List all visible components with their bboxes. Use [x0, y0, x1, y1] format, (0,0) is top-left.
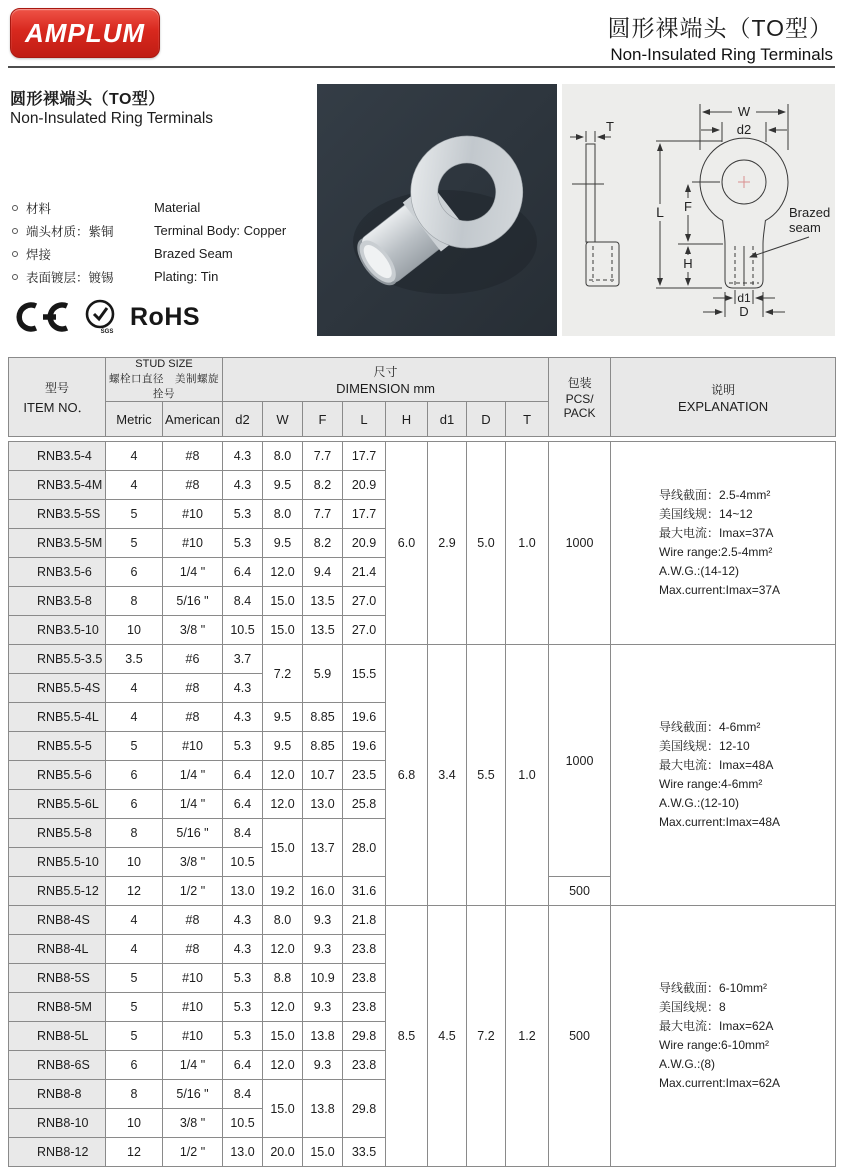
cell-d2: 5.3: [223, 1022, 263, 1051]
cell-t: 1.2: [506, 906, 549, 1167]
dim-label-w: W: [737, 104, 751, 119]
brand-logo-text: AMPLUM: [24, 17, 146, 48]
document-title: [607, 8, 833, 65]
cell-item: RNB8-10: [9, 1109, 106, 1138]
cell-l: 20.9: [343, 471, 386, 500]
cell-metric: 10: [106, 848, 163, 877]
cell-l: 27.0: [343, 587, 386, 616]
cell-metric: 5: [106, 1022, 163, 1051]
material-en: Plating: Tin: [154, 269, 219, 284]
col-header-explanation: 说明 EXPLANATION: [611, 358, 836, 437]
cell-w: 9.5: [263, 732, 303, 761]
cell-metric: 4: [106, 674, 163, 703]
cell-f: 7.7: [303, 442, 343, 471]
cell-metric: 4: [106, 906, 163, 935]
cell-metric: 4: [106, 703, 163, 732]
cell-l: 21.4: [343, 558, 386, 587]
table-row: [9, 645, 836, 674]
cell-american: 1/2 ": [163, 1138, 223, 1167]
cell-f: 9.3: [303, 993, 343, 1022]
product-info: [8, 84, 312, 336]
cell-d2: 10.5: [223, 1109, 263, 1138]
cell-f: 16.0: [303, 877, 343, 906]
cell-american: #10: [163, 500, 223, 529]
cell-w: 12.0: [263, 935, 303, 964]
cell-american: #6: [163, 645, 223, 674]
cell-metric: 6: [106, 761, 163, 790]
cell-metric: 5: [106, 993, 163, 1022]
cell-w: 15.0: [263, 1022, 303, 1051]
cell-american: #10: [163, 732, 223, 761]
cell-item: RNB8-5S: [9, 964, 106, 993]
cell-d: 5.5: [467, 645, 506, 906]
col-header-d2: d2: [223, 402, 263, 437]
cell-d2: 8.4: [223, 1080, 263, 1109]
material-item: [10, 196, 312, 219]
cell-d2: 5.3: [223, 732, 263, 761]
cell-t: 1.0: [506, 645, 549, 906]
cell-american: #8: [163, 703, 223, 732]
cell-metric: 8: [106, 819, 163, 848]
table-row: [9, 442, 836, 471]
cell-d2: 4.3: [223, 674, 263, 703]
cell-metric: 5: [106, 732, 163, 761]
cell-american: #10: [163, 1022, 223, 1051]
dim-label-l: L: [656, 204, 664, 220]
cell-f: 13.0: [303, 790, 343, 819]
cell-d2: 4.3: [223, 442, 263, 471]
col-header-d: D: [467, 402, 506, 437]
cell-item: RNB3.5-5M: [9, 529, 106, 558]
cell-metric: 12: [106, 877, 163, 906]
brand-logo: [10, 8, 160, 58]
document-title-cn: 圆形裸端头（TO型）: [607, 15, 833, 41]
cell-explanation: 导线截面：6-10mm² 美国线规：8 最大电流：Imax=62A Wire range:6-10mm² A.W.G.:(8) Max.current:Imax=62A: [611, 906, 836, 1167]
cell-w: 8.0: [263, 500, 303, 529]
cell-explanation: 导线截面：4-6mm² 美国线规：12-10 最大电流：Imax=48A Wire range:4-6mm² A.W.G.:(12-10) Max.current:Imax=48A: [611, 645, 836, 906]
cell-f: 9.3: [303, 935, 343, 964]
cell-item: RNB5.5-5: [9, 732, 106, 761]
cell-item: RNB5.5-4S: [9, 674, 106, 703]
sgs-mark-icon: [80, 298, 120, 336]
header-divider: [8, 66, 835, 68]
cell-w: 12.0: [263, 761, 303, 790]
cell-d2: 4.3: [223, 471, 263, 500]
cell-f: 5.9: [303, 645, 343, 703]
cell-metric: 4: [106, 442, 163, 471]
material-cn: 端头材质：紫铜: [26, 224, 114, 239]
cell-h: 8.5: [386, 906, 428, 1167]
cell-item: RNB5.5-6: [9, 761, 106, 790]
cell-metric: 5: [106, 500, 163, 529]
material-list: [10, 196, 312, 288]
cell-item: RNB5.5-12: [9, 877, 106, 906]
cell-item: RNB8-5M: [9, 993, 106, 1022]
cell-american: 5/16 ": [163, 819, 223, 848]
cell-d2: 6.4: [223, 1051, 263, 1080]
cell-american: 3/8 ": [163, 616, 223, 645]
cell-american: 1/4 ": [163, 1051, 223, 1080]
cell-american: #8: [163, 906, 223, 935]
cell-american: 3/8 ": [163, 1109, 223, 1138]
cell-d2: 10.5: [223, 848, 263, 877]
cell-w: 15.0: [263, 616, 303, 645]
cell-l: 19.6: [343, 732, 386, 761]
cell-l: 25.8: [343, 790, 386, 819]
cell-f: 13.8: [303, 1022, 343, 1051]
cell-item: RNB3.5-6: [9, 558, 106, 587]
product-title-en: Non-Insulated Ring Terminals: [10, 110, 214, 127]
cell-d1: 3.4: [428, 645, 467, 906]
cell-metric: 4: [106, 471, 163, 500]
cell-w: 20.0: [263, 1138, 303, 1167]
bullet-icon: [12, 228, 18, 234]
cell-l: 17.7: [343, 500, 386, 529]
cell-d2: 6.4: [223, 761, 263, 790]
product-title-cn: 圆形裸端头（TO型）: [10, 91, 165, 108]
cell-metric: 5: [106, 529, 163, 558]
dim-label-d: D: [739, 304, 749, 319]
cell-d2: 4.3: [223, 906, 263, 935]
bullet-icon: [12, 274, 18, 280]
col-header-t: T: [506, 402, 549, 437]
cell-w: 9.5: [263, 471, 303, 500]
cell-f: 7.7: [303, 500, 343, 529]
cell-american: 1/4 ": [163, 761, 223, 790]
cell-f: 10.9: [303, 964, 343, 993]
page-header: [0, 0, 843, 64]
cell-d2: 13.0: [223, 1138, 263, 1167]
cell-l: 23.8: [343, 935, 386, 964]
spec-table: [8, 357, 835, 1167]
cell-american: #8: [163, 674, 223, 703]
cell-pack: 1000: [549, 442, 611, 645]
cell-f: 13.7: [303, 819, 343, 877]
ce-mark-icon: [10, 301, 72, 333]
cell-item: RNB8-4L: [9, 935, 106, 964]
cell-item: RNB5.5-10: [9, 848, 106, 877]
dim-label-f: F: [684, 199, 692, 214]
cell-american: #10: [163, 993, 223, 1022]
material-en: Material: [154, 200, 201, 215]
cell-w: 8.0: [263, 906, 303, 935]
cell-f: 13.8: [303, 1080, 343, 1138]
cell-w: 15.0: [263, 1080, 303, 1138]
cell-l: 23.5: [343, 761, 386, 790]
cell-l: 28.0: [343, 819, 386, 877]
cell-d2: 4.3: [223, 703, 263, 732]
cell-l: 29.8: [343, 1022, 386, 1051]
cell-item: RNB8-5L: [9, 1022, 106, 1051]
cell-f: 8.85: [303, 732, 343, 761]
cell-d2: 5.3: [223, 529, 263, 558]
cell-metric: 5: [106, 964, 163, 993]
cell-american: 1/4 ": [163, 790, 223, 819]
cell-l: 23.8: [343, 1051, 386, 1080]
cell-pack: 500: [549, 877, 611, 906]
cell-american: #8: [163, 471, 223, 500]
cell-t: 1.0: [506, 442, 549, 645]
technical-diagram: [562, 84, 835, 336]
cell-l: 29.8: [343, 1080, 386, 1138]
col-header-h: H: [386, 402, 428, 437]
rohs-label: RoHS: [130, 302, 201, 331]
cell-metric: 10: [106, 1109, 163, 1138]
spec-table-body: [8, 441, 836, 1167]
certification-logos: [10, 298, 312, 336]
col-header-l: L: [343, 402, 386, 437]
cell-item: RNB3.5-5S: [9, 500, 106, 529]
dimension-diagram: [562, 84, 835, 336]
material-item: [10, 242, 312, 265]
cell-l: 20.9: [343, 529, 386, 558]
cell-w: 7.2: [263, 645, 303, 703]
col-header-dimension: 尺寸 DIMENSION mm: [223, 358, 549, 402]
cell-d2: 5.3: [223, 500, 263, 529]
cell-w: 8.0: [263, 442, 303, 471]
cell-d2: 8.4: [223, 587, 263, 616]
material-en: Brazed Seam: [154, 246, 233, 261]
cell-d2: 6.4: [223, 558, 263, 587]
cell-item: RNB8-12: [9, 1138, 106, 1167]
cell-explanation: 导线截面：2.5-4mm² 美国线规：14~12 最大电流：Imax=37A Wire range:2.5-4mm² A.W.G.:(14-12) Max.current:Imax=37A: [611, 442, 836, 645]
col-header-metric: Metric: [106, 402, 163, 437]
cell-d2: 6.4: [223, 790, 263, 819]
col-header-f: F: [303, 402, 343, 437]
cell-item: RNB3.5-8: [9, 587, 106, 616]
cell-item: RNB8-6S: [9, 1051, 106, 1080]
col-header-stud-size: STUD SIZE 螺栓口直径 美制螺旋拴号: [106, 358, 223, 402]
cell-l: 23.8: [343, 964, 386, 993]
cell-d: 5.0: [467, 442, 506, 645]
bullet-icon: [12, 251, 18, 257]
cell-l: 31.6: [343, 877, 386, 906]
material-cn: 材料: [26, 201, 52, 216]
cell-metric: 12: [106, 1138, 163, 1167]
cell-d2: 13.0: [223, 877, 263, 906]
cell-l: 15.5: [343, 645, 386, 703]
cell-american: 5/16 ": [163, 587, 223, 616]
col-header-item: 型号 ITEM NO．: [9, 358, 106, 437]
cell-american: #10: [163, 529, 223, 558]
dim-label-h: H: [683, 256, 693, 271]
cell-american: 1/4 ": [163, 558, 223, 587]
cell-metric: 8: [106, 587, 163, 616]
cell-american: #10: [163, 964, 223, 993]
cell-metric: 6: [106, 558, 163, 587]
cell-american: 5/16 ": [163, 1080, 223, 1109]
cell-d1: 2.9: [428, 442, 467, 645]
cell-d1: 4.5: [428, 906, 467, 1167]
cell-d2: 3.7: [223, 645, 263, 674]
cell-pack: 1000: [549, 645, 611, 877]
cell-f: 9.3: [303, 1051, 343, 1080]
svg-text:SGS: SGS: [100, 329, 114, 335]
cell-metric: 4: [106, 935, 163, 964]
cell-item: RNB5.5-4L: [9, 703, 106, 732]
col-header-pack: 包装 PCS/ PACK: [549, 358, 611, 437]
cell-f: 13.5: [303, 616, 343, 645]
cell-pack: 500: [549, 906, 611, 1167]
cell-item: RNB3.5-4M: [9, 471, 106, 500]
material-cn: 焊接: [26, 247, 52, 262]
col-header-d1: d1: [428, 402, 467, 437]
cell-metric: 8: [106, 1080, 163, 1109]
cell-d2: 5.3: [223, 993, 263, 1022]
cell-h: 6.8: [386, 645, 428, 906]
brazed-seam-label: seam: [789, 220, 821, 235]
cell-w: 9.5: [263, 529, 303, 558]
cell-metric: 10: [106, 616, 163, 645]
dim-label-d2: d2: [736, 122, 752, 137]
cell-f: 8.2: [303, 529, 343, 558]
cell-w: 9.5: [263, 703, 303, 732]
cell-d2: 10.5: [223, 616, 263, 645]
col-header-w: W: [263, 402, 303, 437]
cell-american: 1/2 ": [163, 877, 223, 906]
cell-american: #8: [163, 935, 223, 964]
spec-table-header: [8, 357, 836, 437]
cell-american: #8: [163, 442, 223, 471]
cell-item: RNB8-8: [9, 1080, 106, 1109]
cell-w: 12.0: [263, 790, 303, 819]
cell-f: 9.4: [303, 558, 343, 587]
cell-w: 19.2: [263, 877, 303, 906]
material-item: [10, 265, 312, 288]
material-item: [10, 219, 312, 242]
cell-f: 13.5: [303, 587, 343, 616]
cell-metric: 6: [106, 790, 163, 819]
cell-w: 8.8: [263, 964, 303, 993]
cell-d: 7.2: [467, 906, 506, 1167]
cell-w: 15.0: [263, 587, 303, 616]
cell-item: RNB5.5-3.5: [9, 645, 106, 674]
cell-w: 12.0: [263, 558, 303, 587]
col-header-american: American: [163, 402, 223, 437]
document-title-en: Non-Insulated Ring Terminals: [610, 45, 833, 64]
cell-item: RNB3.5-4: [9, 442, 106, 471]
cell-f: 8.85: [303, 703, 343, 732]
cell-metric: 3.5: [106, 645, 163, 674]
table-row: [9, 906, 836, 935]
bullet-icon: [12, 205, 18, 211]
cell-american: 3/8 ": [163, 848, 223, 877]
cell-item: RNB3.5-10: [9, 616, 106, 645]
cell-l: 21.8: [343, 906, 386, 935]
cell-item: RNB5.5-6L: [9, 790, 106, 819]
cell-l: 33.5: [343, 1138, 386, 1167]
cell-l: 19.6: [343, 703, 386, 732]
cell-metric: 6: [106, 1051, 163, 1080]
cell-w: 15.0: [263, 819, 303, 877]
cell-d2: 5.3: [223, 964, 263, 993]
cell-l: 27.0: [343, 616, 386, 645]
cell-item: RNB8-4S: [9, 906, 106, 935]
dim-label-t: T: [606, 119, 614, 134]
cell-w: 12.0: [263, 993, 303, 1022]
cell-f: 15.0: [303, 1138, 343, 1167]
material-cn: 表面镀层：镀锡: [26, 270, 114, 285]
cell-f: 8.2: [303, 471, 343, 500]
dim-label-d1: d1: [737, 291, 751, 305]
cell-w: 12.0: [263, 1051, 303, 1080]
material-en: Terminal Body: Copper: [154, 223, 287, 238]
cell-f: 9.3: [303, 906, 343, 935]
cell-l: 23.8: [343, 993, 386, 1022]
product-section: [8, 84, 835, 336]
cell-d2: 8.4: [223, 819, 263, 848]
brazed-seam-label: Brazed: [789, 205, 831, 220]
cell-l: 17.7: [343, 442, 386, 471]
cell-f: 10.7: [303, 761, 343, 790]
ring-terminal-photo: [317, 84, 557, 336]
cell-h: 6.0: [386, 442, 428, 645]
cell-item: RNB5.5-8: [9, 819, 106, 848]
product-photo: [317, 84, 557, 336]
cell-d2: 4.3: [223, 935, 263, 964]
